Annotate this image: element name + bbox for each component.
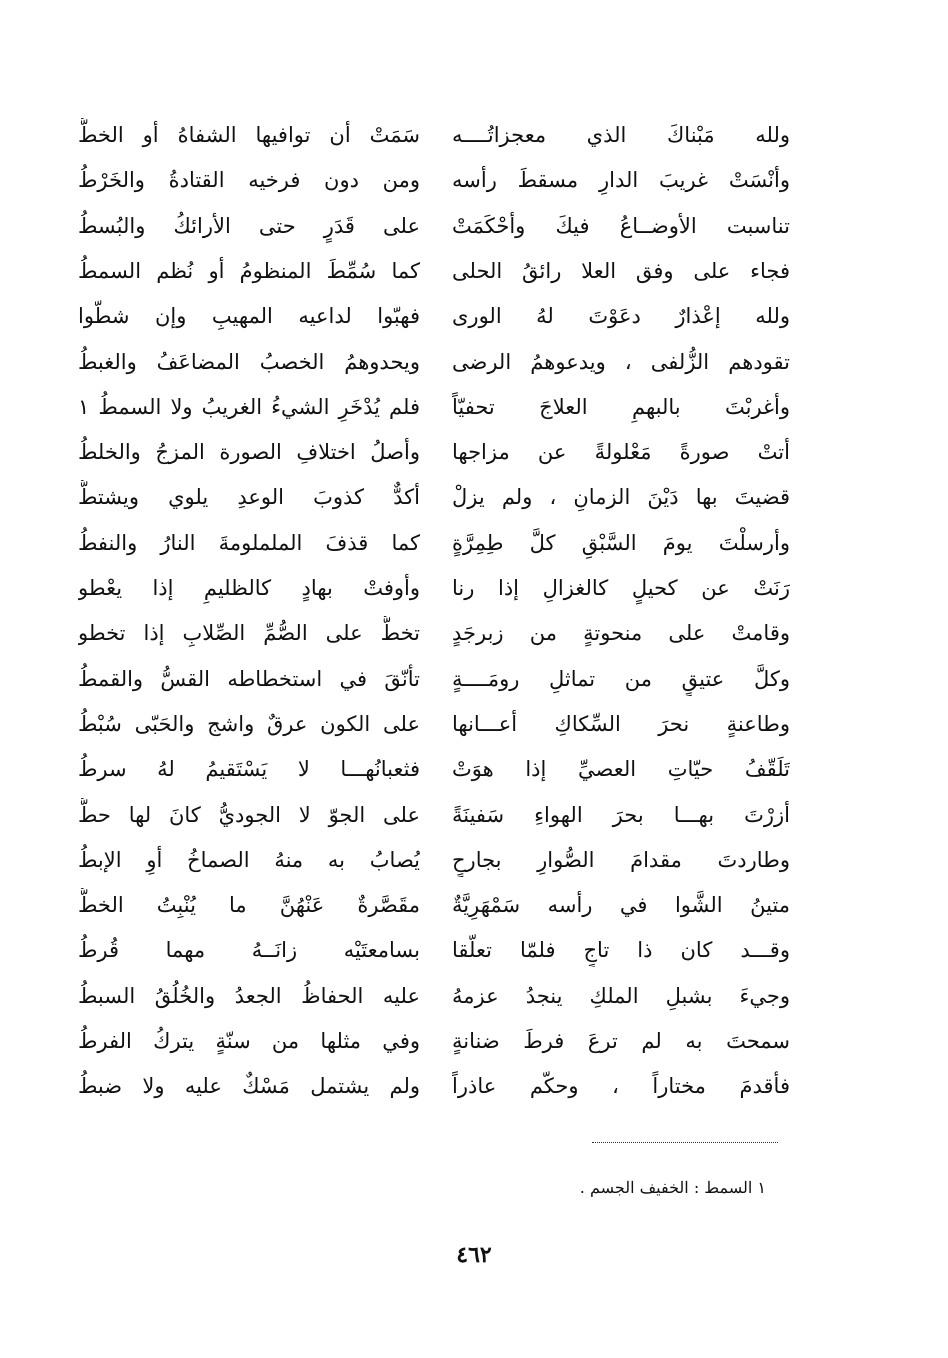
verse-line: [78, 480, 790, 514]
first-hemistich: تناسبت الأوضــاعُ فيكَ وأحْكَمَتْ: [452, 214, 790, 238]
first-hemistich: وطاعنةٍ نحرَ السِّكاكِ أعـــانها: [452, 712, 790, 736]
first-hemistich: وجيءَ بشبلِ الملكِ ينجدُ عزمهُ: [452, 984, 790, 1008]
verse-line: [78, 254, 790, 288]
verse-line: [78, 163, 790, 197]
second-hemistich: على قَدَرٍ حتى الأرائكُ والبُسطُ: [78, 214, 420, 238]
second-hemistich: تأنّقَ في استخطاطه القسُّ والقمطُ: [78, 667, 420, 691]
verse-line: [78, 616, 790, 650]
second-hemistich: ومن دون فرخيه القتادةُ والخَرْطُ: [78, 168, 420, 192]
footnote: ١ السمط : الخفيف الجسم .: [579, 1178, 766, 1197]
second-hemistich: تخطُّ على الصُّمِّ الصِّلابِ إذا تخطو: [78, 621, 420, 645]
verse-line: [78, 752, 790, 786]
verse-line: [78, 209, 790, 243]
first-hemistich: وكلَّ عتيقٍ من تماثلِ رومَــــةٍ: [452, 667, 790, 691]
second-hemistich: كما قذفَ الململومةَ النارُ والنفطُ: [78, 531, 420, 555]
second-hemistich: على الكون عرقٌ واشج والحَبّى سُبْطُ: [78, 712, 420, 736]
verse-line: [78, 707, 790, 741]
second-hemistich: فلم يُدْخَرِ الشيءُ الغريبُ ولا السمطُ ١: [78, 395, 420, 419]
verse-line: [78, 933, 790, 967]
first-hemistich: تقودهم الزُّلفى ، ويدعوهمُ الرضى: [452, 350, 790, 374]
verse-line: [78, 1024, 790, 1058]
verse-line: [78, 843, 790, 877]
second-hemistich: ويحدوهمُ الخصبُ المضاعَفُ والغبطُ: [78, 350, 420, 374]
second-hemistich: عليه الحفاظُ الجعدُ والخُلُقُ السبطُ: [78, 984, 420, 1008]
footnote-divider: [592, 1142, 778, 1143]
second-hemistich: فهبّوا لداعيه المهيبِ وإن شطّوا: [78, 304, 420, 328]
verse-line: [78, 662, 790, 696]
first-hemistich: وأغربْتَ بالبهمِ العلاجَ تحفيّاً: [452, 395, 790, 419]
second-hemistich: بسامعتَيْه زانَــهُ مهما قُرطُ: [78, 938, 420, 962]
second-hemistich: مقَصَّرةٌ عَنْهُنَّ ما يُنْبِتُ الخطُّ: [78, 893, 420, 917]
first-hemistich: وقـــد كان ذا تاجٍ فلمّا تعلّقا: [452, 938, 790, 962]
first-hemistich: وقامتْ على منحوتةٍ من زبرجَدٍ: [452, 621, 790, 645]
first-hemistich: ولله مَبْناكَ الذي معجزاتُــــه: [452, 123, 790, 147]
poem-body: [78, 118, 790, 1118]
verse-line: [78, 299, 790, 333]
first-hemistich: قضيتَ بها دَيْنَ الزمانِ ، ولم يزلْ: [452, 485, 790, 509]
first-hemistich: وأرسلْتَ يومَ السَّبْقِ كلَّ طِمِرَّةٍ: [452, 531, 790, 555]
verse-line: [78, 571, 790, 605]
first-hemistich: وأنْسَتْ غريبَ الدارِ مسقطَ رأسه: [452, 168, 790, 192]
second-hemistich: ولم يشتمل مَسْكٌ عليه ولا ضبطُ: [78, 1074, 420, 1098]
verse-line: [78, 798, 790, 832]
second-hemistich: يُصابُ به منهُ الصماخُ أوِ الإبطُ: [78, 848, 420, 872]
first-hemistich: ولله إعْذارٌ دعَوْتَ لهُ الورى: [452, 304, 790, 328]
first-hemistich: فأقدمَ مختاراً ، وحكّم عاذراً: [452, 1074, 790, 1098]
second-hemistich: أكدٌّ كذوبَ الوعدِ يلوي ويشتطُّ: [78, 485, 420, 509]
first-hemistich: وطاردتَ مقدامَ الصُّوارِ بجارحٍ: [452, 848, 790, 872]
first-hemistich: رَنَتْ عن كحيلٍ كالغزالِ إذا رنا: [452, 576, 790, 600]
second-hemistich: على الجوّ لا الجوديُّ كانَ لها حطُّ: [78, 803, 420, 827]
second-hemistich: وأوفتْ بهادٍ كالظليمِ إذا يعْطو: [78, 576, 420, 600]
second-hemistich: وأصلُ اختلافِ الصورة المزجُ والخلطُ: [78, 440, 420, 464]
first-hemistich: متينُ الشَّوا في رأسه سَمْهَرِيَّةٌ: [452, 893, 790, 917]
verse-line: [78, 526, 790, 560]
second-hemistich: وفي مثلها من سنّةٍ يتركُ الفرطُ: [78, 1029, 420, 1053]
first-hemistich: سمحتَ به لم ترعَ فرطَ ضنانةٍ: [452, 1029, 790, 1053]
first-hemistich: فجاء على وفق العلا رائقُ الحلى: [452, 259, 790, 283]
verse-line: [78, 118, 790, 152]
verse-line: [78, 1069, 790, 1103]
second-hemistich: سَمَتْ أن توافيها الشفاهُ أو الخطُّ: [78, 123, 420, 147]
first-hemistich: أزرْتَ بهـــا بحرَ الهواءِ سَفينَةً: [452, 803, 790, 827]
verse-line: [78, 345, 790, 379]
second-hemistich: كما سُمِّطَ المنظومُ أو نُظم السمطُ: [78, 259, 420, 283]
verse-line: [78, 888, 790, 922]
verse-line: [78, 435, 790, 469]
first-hemistich: أتتْ صورةً مَعْلولةً عن مزاجها: [452, 440, 790, 464]
verse-line: [78, 979, 790, 1013]
second-hemistich: فثعبانُهـــا لا يَسْتَقيمُ لهُ سرطُ: [78, 757, 420, 781]
page-number: ٤٦٢: [456, 1242, 492, 1268]
verse-line: [78, 390, 790, 424]
first-hemistich: تَلَقّفُ حيّاتِ العصيِّ إذا هوَتْ: [452, 757, 790, 781]
